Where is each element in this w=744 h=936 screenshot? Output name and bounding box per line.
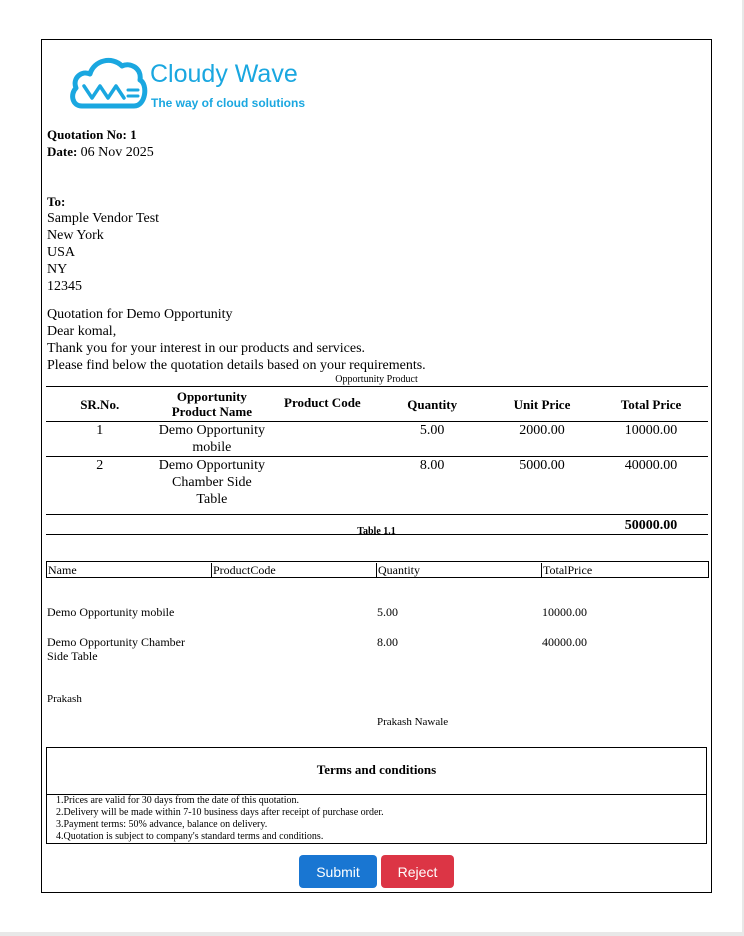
quotation-date-label: Date: — [47, 144, 78, 159]
cell-product-name: Demo Opportunity Chamber Side Table — [153, 457, 270, 515]
quotation-date-line — [47, 143, 154, 161]
grid-header-total: TotalPrice — [541, 563, 706, 578]
recipient-line: USA — [47, 245, 76, 260]
recipient-line: Sample Vendor Test — [47, 211, 160, 226]
table-caption: Opportunity Product — [335, 374, 418, 385]
signature-right: Prakash Nawale — [377, 716, 449, 728]
product-grid-header — [46, 561, 709, 578]
intro-greeting: Dear komal, — [47, 324, 117, 339]
recipient-label: To: — [47, 194, 66, 209]
cell-unit-price: 5000.00 — [490, 457, 594, 515]
cell-product-name: Demo Opportunity mobile — [153, 422, 270, 457]
grid-header-quantity: Quantity — [376, 563, 541, 578]
grand-total-value: 50000.00 — [594, 515, 708, 535]
cell-sr: 1 — [46, 422, 153, 457]
grid-cell-total: 40000.00 — [542, 635, 587, 649]
quotation-meta — [47, 126, 154, 161]
terms-box — [46, 747, 707, 844]
grid-cell-name: Demo Opportunity Chamber Side Table — [47, 635, 185, 663]
cell-total-price: 40000.00 — [594, 457, 708, 515]
table-header-row — [46, 387, 708, 422]
grid-header-code: ProductCode — [211, 563, 376, 578]
cloud-wave-icon — [68, 50, 150, 114]
table-footer-caption: Table 1.1 — [357, 526, 396, 537]
quotation-number: 1 — [130, 127, 137, 142]
grid-cell-quantity: 8.00 — [377, 635, 398, 649]
terms-item: 4.Quotation is subject to company's standard terms and conditions. — [56, 831, 324, 842]
signature-left: Prakash — [47, 693, 82, 705]
brand-tagline: The way of cloud solutions — [151, 96, 306, 110]
cell-total-price: 10000.00 — [594, 422, 708, 457]
intro-text — [47, 306, 426, 374]
intro-line: Please find below the quotation details based on your requirements. — [47, 358, 426, 373]
intro-line: Thank you for your interest in our products and services. — [47, 341, 366, 356]
table-row — [46, 422, 708, 457]
grid-cell-quantity: 5.00 — [377, 605, 398, 619]
cell-quantity: 8.00 — [374, 457, 490, 515]
company-logo — [68, 50, 308, 114]
grid-cell-name: Demo Opportunity mobile — [47, 605, 175, 619]
quotation-number-label: Quotation No: — [47, 127, 127, 142]
terms-item: 2.Delivery will be made within 7-10 business days after receipt of purchase order. — [56, 807, 384, 818]
cell-product-code — [270, 422, 374, 457]
intro-subject: Quotation for Demo Opportunity — [47, 307, 233, 322]
quotation-date: 06 Nov 2025 — [80, 145, 154, 160]
reject-button[interactable]: Reject — [381, 855, 454, 888]
opportunity-product-table — [46, 386, 708, 535]
column-header: Quantity — [374, 387, 490, 422]
column-header: Unit Price — [490, 387, 594, 422]
quotation-number-line — [47, 126, 154, 143]
terms-item: 3.Payment terms: 50% advance, balance on delivery. — [56, 819, 268, 830]
grid-cell-total: 10000.00 — [542, 605, 587, 619]
cell-unit-price: 2000.00 — [490, 422, 594, 457]
brand-name: Cloudy Wave — [150, 60, 298, 88]
recipient-line: 12345 — [47, 279, 82, 294]
cell-quantity: 5.00 — [374, 422, 490, 457]
column-header: Product Code — [270, 387, 374, 422]
cell-product-code — [270, 457, 374, 515]
grid-header-name: Name — [48, 563, 77, 577]
column-header: Total Price — [594, 387, 708, 422]
submit-button[interactable]: Submit — [299, 855, 377, 888]
cell-sr: 2 — [46, 457, 153, 515]
recipient-block — [47, 193, 159, 295]
table-row — [46, 457, 708, 515]
terms-title: Terms and conditions — [316, 762, 437, 777]
terms-item: 1.Prices are valid for 30 days from the date of this quotation. — [56, 795, 299, 806]
terms-list — [56, 795, 384, 843]
column-header: Opportunity Product Name — [153, 387, 270, 422]
recipient-line: NY — [47, 262, 68, 277]
recipient-line: New York — [47, 228, 104, 243]
column-header: SR.No. — [46, 387, 153, 422]
quotation-document — [41, 39, 712, 893]
